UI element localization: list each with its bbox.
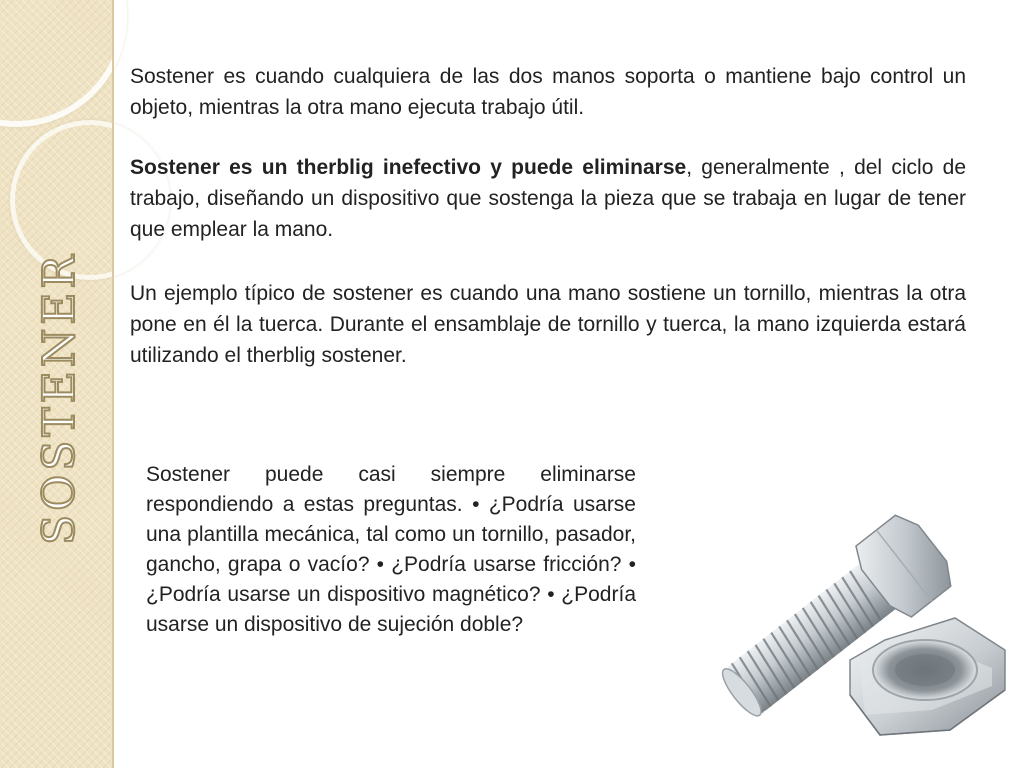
nut — [850, 618, 1005, 735]
slide-title: SOSTENER — [34, 251, 85, 545]
paragraph-inefficient-bold: Sostener es un therblig inefectivo y puede eliminarse — [130, 156, 687, 179]
decorative-side-band — [0, 0, 112, 768]
paragraph-definition: Sostener es cuando cualquiera de las dos manos soporta o mantiene bajo control un objeto, mientras la otra mano ejecuta trabajo útil. — [130, 65, 966, 119]
decorative-ring-top — [0, 0, 127, 127]
paragraph-inefficient — [130, 152, 966, 245]
bolt-and-nut-icon — [700, 490, 1020, 765]
side-band-divider — [112, 0, 114, 768]
paragraph-example: Un ejemplo típico de sostener es cuando una mano sostiene un tornillo, mientras la otra pone en él la tuerca. Durante el ensamblaje de tornillo y tuerca, la mano izquierda estará utilizando el therblig sostener. — [130, 282, 966, 367]
questions-text: Sostener puede casi siempre eliminarse respondiendo a estas preguntas. • ¿Podría usarse una plantilla mecánica, tal como un tornillo, pasador, gancho, grapa o vacío? • ¿Podría usarse fricción? • ¿Podría usarse un dispositivo magnético? • ¿Podría usarse un dispositivo de sujeción doble? — [146, 463, 636, 636]
paragraph-inefficient-rest: , generalmente , del ciclo de trabajo, diseñando un dispositivo que sostenga la pieza que se trabaja en lugar de tener que emplear la mano. — [130, 156, 966, 241]
